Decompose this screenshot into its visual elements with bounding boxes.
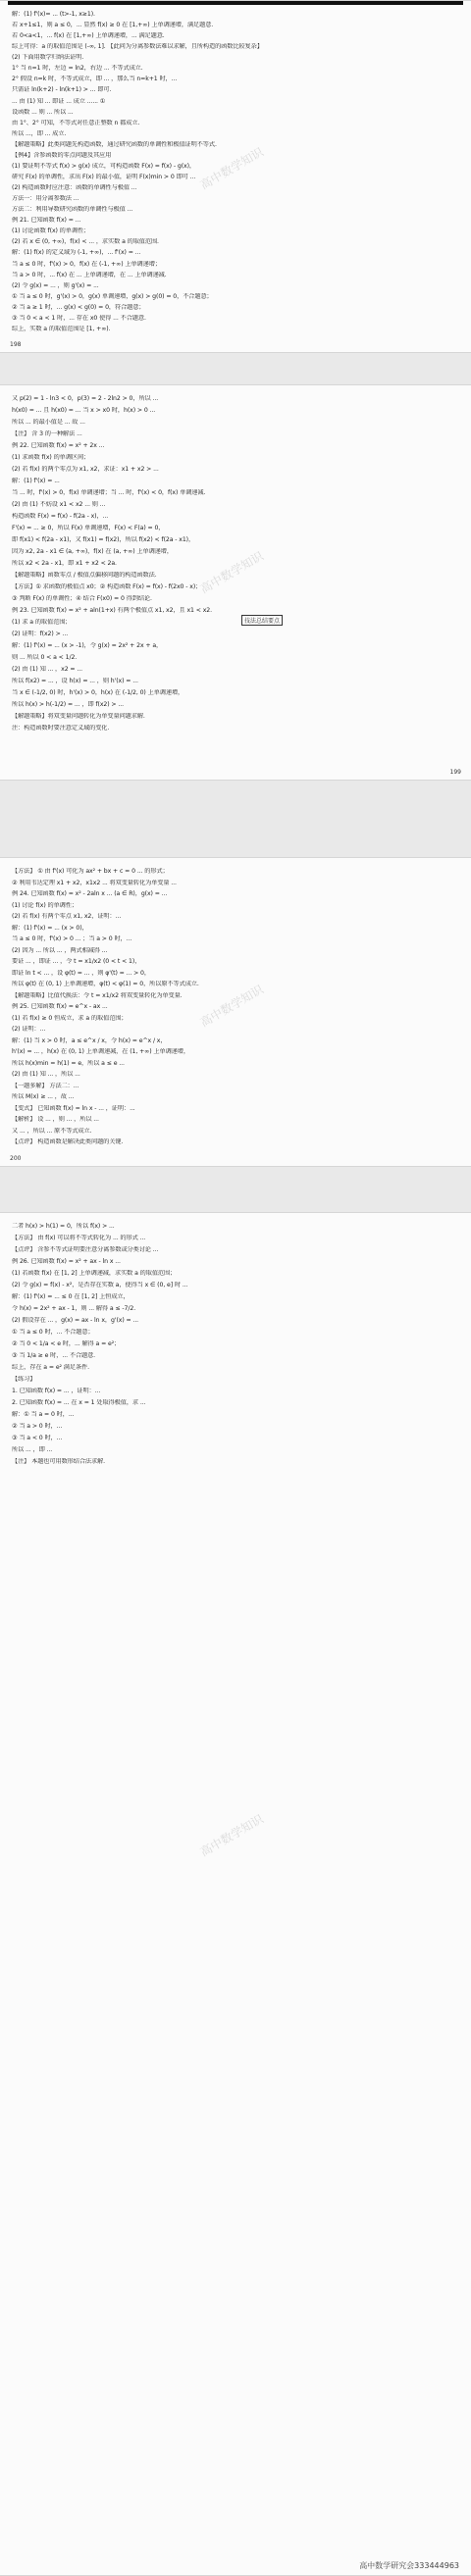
text-line: (1) 讨论 f(x) 的单调性； — [12, 901, 78, 909]
footer-watermark: 高中数学研究会333444963 — [359, 2561, 459, 2570]
document-page — [0, 0, 471, 353]
text-line: 当 a ≤ 0 时，f'(x) > 0，f(x) 在 (-1, +∞) 上单调递增； — [12, 260, 161, 268]
text-line: 例 22. 已知函数 f(x) = x² + 2x ... — [12, 442, 105, 449]
text-line: 【方法】 ① 由 f'(x) 可化为 ax² + bx + c = 0 ... 的形式； — [12, 868, 169, 875]
text-line: 【解题策略】此类问题先构造函数，通过研究函数的单调性和极值证明不等式. — [12, 140, 217, 148]
text-line: (2) 下面用数学归纳法证明. — [12, 54, 84, 62]
document-page — [0, 857, 471, 1167]
text-line: 即证 ln t < ... ，设 φ(t) = ... ，则 φ'(t) = ... > 0， — [12, 969, 150, 977]
text-line: 【解析】 设 ... ，则 ... ，所以 ... — [12, 1116, 99, 1124]
text-line: (2) 证明：f(x2) > ... — [12, 631, 69, 637]
text-line: 【例4】含参函数的零点问题及其应用 — [12, 151, 112, 159]
text-line: (2) 由 (1) 知 ... ，x2 = ... — [12, 666, 82, 673]
text-line: 解：(1) f'(x) = ... (x > -1)，令 g(x) = 2x² + 2x + a， — [12, 642, 163, 649]
text-line: 设函数 ... 则 ... 所以 ... — [12, 108, 74, 116]
text-line: 所以 x2 < 2a - x1，即 x1 + x2 < 2a. — [12, 560, 117, 567]
text-line: (1) 要证明不等式 f(x) > g(x) 成立，可构造函数 F(x) = f(x) - g(x)， — [12, 162, 195, 170]
text-line: 即 f(x1) < f(2a - x1)，又 f(x1) = f(x2)，所以 f(x2) < f(2a - x1)， — [12, 536, 195, 543]
text-line: (2) 若 x ∈ (0, +∞)，f(x) < ... ，求实数 a 的取值范围. — [12, 238, 159, 246]
watermark: 高中数学知识 — [197, 982, 266, 1030]
text-line: (1) 求函数 f(x) 的单调区间； — [12, 454, 90, 461]
text-line: 方法二：利用导数研究函数的单调性与极值 ... — [12, 206, 133, 214]
text-line: 由 1°、2° 可知，不等式对任意正整数 n 都成立. — [12, 119, 140, 126]
text-line: 综上，实数 a 的取值范围是 [1, +∞). — [12, 325, 111, 332]
text-line: 当 ... 时，f'(x) > 0，f(x) 单调递增；当 ... 时，f'(x) < 0，f(x) 单调递减. — [12, 489, 206, 496]
text-line: (1) 求 a 的取值范围； — [12, 619, 72, 626]
text-line: 方法一：用分离参数法 ... — [12, 195, 79, 203]
text-line: ② 利用韦达定理 x1 + x2，x1x2 ... 将双变量转化为单变量 ... — [12, 879, 177, 886]
text-line: 【解题策略】将双变量问题转化为单变量问题求解. — [12, 713, 145, 720]
page-number: 198 — [10, 341, 22, 348]
text-line: 【解题策略】函数零点 / 极值点偏移问题的构造函数法. — [12, 572, 157, 579]
text-line: (2) 由 (1) 不妨设 x1 < x2 ... 则 ... — [12, 501, 106, 508]
text-line: 例 26. 已知函数 f(x) = x² + ax - ln x ... — [12, 1258, 121, 1265]
text-line: 解：(1) f'(x) = ... ≤ 0 在 [1, 2] 上恒成立， — [12, 1293, 130, 1300]
text-line: 【注】 本题也可用数形结合法求解. — [12, 1458, 106, 1465]
text-line: 解：① 当 a = 0 时，... — [12, 1411, 75, 1418]
text-line: (2) 证明：... — [12, 1026, 46, 1034]
text-line: (1) 若 f(x) ≥ 0 恒成立，求 a 的取值范围； — [12, 1014, 128, 1022]
text-line: 研究 F(x) 的单调性，求出 F(x) 的最小值，证明 F(x)min > 0 即可 ... — [12, 174, 196, 180]
text-line: (2) 构造函数时应注意：函数的单调性与极值 ... — [12, 184, 137, 192]
text-line: ... 由 (1) 知 ... 即证 ... 成立 ...... ① — [12, 97, 106, 105]
text-line: ③ 当 a < 0 时，... — [12, 1435, 63, 1441]
text-line: 构造函数 F(x) = f(x) - f(2a - x)，... — [12, 513, 109, 520]
text-line: (2) 若 f(x) 有两个零点 x1, x2，证明：... — [12, 913, 122, 921]
text-line: (1) 讨论函数 f(x) 的单调性； — [12, 227, 90, 235]
text-line: 【方法】 由 f(x) 可以将不等式转化为 ... 的形式 ... — [12, 1235, 146, 1241]
boxed-note: 技法总结要点 — [241, 615, 283, 626]
text-line: 所以 ...，即 ... 成立. — [12, 129, 67, 137]
document-page — [0, 384, 471, 781]
text-line: 解：(1) f'(x)= ... (t>-1, x≥1). — [12, 11, 95, 18]
watermark: 高中数学知识 — [197, 144, 266, 192]
text-line: 【变式】 已知函数 f(x) = ln x - ... ，证明：... — [12, 1104, 135, 1112]
text-line: ② 当 0 < 1/a < e 时，... 解得 a = e²； — [12, 1340, 121, 1347]
page-number: 199 — [449, 769, 461, 776]
text-line: 【一题多解】 方法二：... — [12, 1082, 79, 1089]
text-line: 所以 φ(t) 在 (0, 1) 上单调递增，φ(t) < φ(1) = 0，所以原不等式成立. — [12, 981, 199, 988]
text-line: 例 25. 已知函数 f(x) = e^x - ax ... — [12, 1003, 108, 1011]
text-line: 所以 h(x)min = h(1) = e，所以 a ≤ e ... — [12, 1059, 125, 1067]
text-line: (2) 若 f(x) 的两个零点为 x1, x2，求证：x1 + x2 > ... — [12, 466, 159, 473]
text-line: 所以 M(x) ≥ ... ，故 ... — [12, 1093, 75, 1101]
text-line: 【解题策略】比值代换法：令 t = x1/x2 将双变量转化为单变量. — [12, 991, 183, 999]
watermark: 高中数学知识 — [197, 1811, 266, 1859]
text-line: 例 24. 已知函数 f(x) = x² - 2aln x ... (a ∈ R)，g(x) = ... — [12, 890, 168, 898]
text-line: 【注】 含 3 的一种解法 ... — [12, 430, 82, 437]
text-line: 1° 当 n=1 时，左边 = ln2，右边 ... 不等式成立. — [12, 65, 143, 73]
text-line: 例 21. 已知函数 f(x) = ... — [12, 217, 81, 225]
text-line: (2) 由 (1) 知 ... ，所以 ... — [12, 1071, 80, 1079]
text-line: 所以 f(x2) = ... ，设 h(x) = ... ，则 h'(x) = ... — [12, 678, 138, 684]
text-line: 解：(1) f(x) 的定义域为 (-1, +∞)，... f'(x) = ... — [12, 249, 141, 257]
text-line: (2) 令 g(x) = f(x) - x²，是否存在实数 a，使得当 x ∈ (0, e] 时 ... — [12, 1282, 188, 1288]
page-top-rule — [8, 1, 463, 5]
text-line: 则 ... 所以 0 < a < 1/2. — [12, 654, 78, 661]
text-line: 所以 ... 的最小值是 ... 故 ... — [12, 419, 85, 426]
text-line: 【练习】 — [12, 1376, 36, 1383]
text-line: 当 a ≤ 0 时，f'(x) > 0 ... ；当 a > 0 时，... — [12, 935, 132, 943]
text-line: 1. 已知函数 f(x) = ... ，证明：... — [12, 1388, 101, 1394]
text-line: ② 当 a ≥ 1 时，... g(x) < g(0) = 0，符合题意； — [12, 303, 145, 311]
text-line: 若 x+1≤1，则 a ≤ 0，... 显然 f(x) ≥ 0 在 [1,+∞) 上单调递增，满足题意. — [12, 22, 214, 29]
text-line: 二者 h(x) > h(1) = 0，所以 f(x) > ... — [12, 1223, 115, 1230]
text-line: F'(x) = ... ≥ 0，所以 F(x) 单调递增，F(x) < F(a) = 0， — [12, 525, 165, 531]
text-line: 【方法】① 求函数的极值点 x0；② 构造函数 F(x) = f(x) - f(2x0 - x)； — [12, 583, 202, 590]
text-line: 又 p(2) = 1 - ln3 < 0，p(3) = 2 - 2ln2 > 0，所以 ... — [12, 395, 159, 402]
text-line: ② 当 a > 0 时，... — [12, 1423, 63, 1430]
text-line: 2° 假设 n=k 时，不等式成立，即 ... ，那么当 n=k+1 时，... — [12, 76, 178, 83]
text-line: 解：(1) 当 x > 0 时，a ≤ e^x / x，令 h(x) = e^x / x， — [12, 1036, 167, 1044]
text-line: 所以 h(x) > h(-1/2) = ... ，即 f(x2) > ... — [12, 701, 124, 708]
text-line: (2) 因为 ... 所以 ... ，两式相减得 ... — [12, 946, 108, 954]
text-line: (2) 假设存在 ... ，g(x) = ax - ln x，g'(x) = ... — [12, 1317, 139, 1324]
text-line: 要证 ... ，即证 ... ，令 t = x1/x2 (0 < t < 1)， — [12, 958, 141, 966]
text-line: ① 当 a ≤ 0 时，g'(x) > 0，g(x) 单调递增，g(x) > g(0) = 0，不合题意； — [12, 292, 213, 300]
text-line: 又 ... ，所以 ... 原不等式成立. — [12, 1127, 92, 1135]
text-line: 当 a > 0 时，... f(x) 在 ... 上单调递增，在 ... 上单调递减. — [12, 271, 167, 278]
text-line: (1) 若函数 f(x) 在 [1, 2] 上单调递减，求实数 a 的取值范围； — [12, 1270, 177, 1277]
text-line: h(x0) = ... 且 h(x0) = ... 当 x > x0 时，h(x) > 0 ... — [12, 407, 156, 414]
text-line: 只需证 ln(k+2) - ln(k+1) > ... 即可. — [12, 86, 112, 94]
text-line: 解：(1) f'(x) = ... (x > 0)， — [12, 924, 88, 932]
watermark: 高中数学知识 — [197, 548, 266, 596]
text-line: 因为 x2, 2a - x1 ∈ (a, +∞)，f(x) 在 (a, +∞) 上单调递增， — [12, 548, 173, 555]
text-line: ① 当 a ≤ 0 时，... 不合题意； — [12, 1329, 94, 1336]
text-line: 综上可得：a 的取值范围是 (-∞, 1]. 【此问为分离参数法难以求解，且所构造的函数比较复杂】 — [12, 43, 263, 51]
text-line: 若 0<a<1，... f(x) 在 [1,+∞) 上单调递增，... 满足题意. — [12, 32, 165, 40]
text-line: 【点评】 构造函数是解决此类问题的关键. — [12, 1138, 124, 1146]
text-line: 【点评】 含参不等式证明要注意分离参数或分类讨论 ... — [12, 1246, 159, 1253]
text-line: 所以 ... ，即 ... — [12, 1446, 53, 1453]
text-line: ③ 当 1/a ≥ e 时，... 不合题意. — [12, 1352, 96, 1359]
text-line: 注：构造函数时要注意定义域的变化. — [12, 725, 110, 732]
text-line: 2. 已知函数 f(x) = ... 在 x = 1 处取得极值，求 ... — [12, 1399, 146, 1406]
text-line: 令 h(x) = 2x² + ax - 1，则 ... 解得 a ≤ -7/2. — [12, 1305, 136, 1312]
page-number: 200 — [10, 1155, 22, 1162]
text-line: ③ 判断 F(x) 的单调性；④ 结合 F(x0) = 0 得到结论. — [12, 595, 152, 602]
text-line: 例 23. 已知函数 f(x) = x² + aln(1+x) 有两个极值点 x1, x2，且 x1 < x2. — [12, 607, 212, 614]
text-line: 综上，存在 a = e² 满足条件. — [12, 1364, 89, 1371]
document-page — [0, 1212, 471, 2576]
text-line: 解：(1) f'(x) = ... — [12, 478, 60, 484]
text-line: (2) 令 g(x) = ... ，则 g'(x) = ... — [12, 281, 99, 289]
text-line: 当 x ∈ (-1/2, 0) 时，h'(x) > 0，h(x) 在 (-1/2, 0) 上单调递增， — [12, 689, 184, 696]
text-line: ③ 当 0 < a < 1 时，... 存在 x0 使得 ... 不合题意. — [12, 314, 146, 322]
text-line: h'(x) = ... ，h(x) 在 (0, 1) 上单调递减，在 (1, +∞) 上单调递增， — [12, 1048, 189, 1056]
